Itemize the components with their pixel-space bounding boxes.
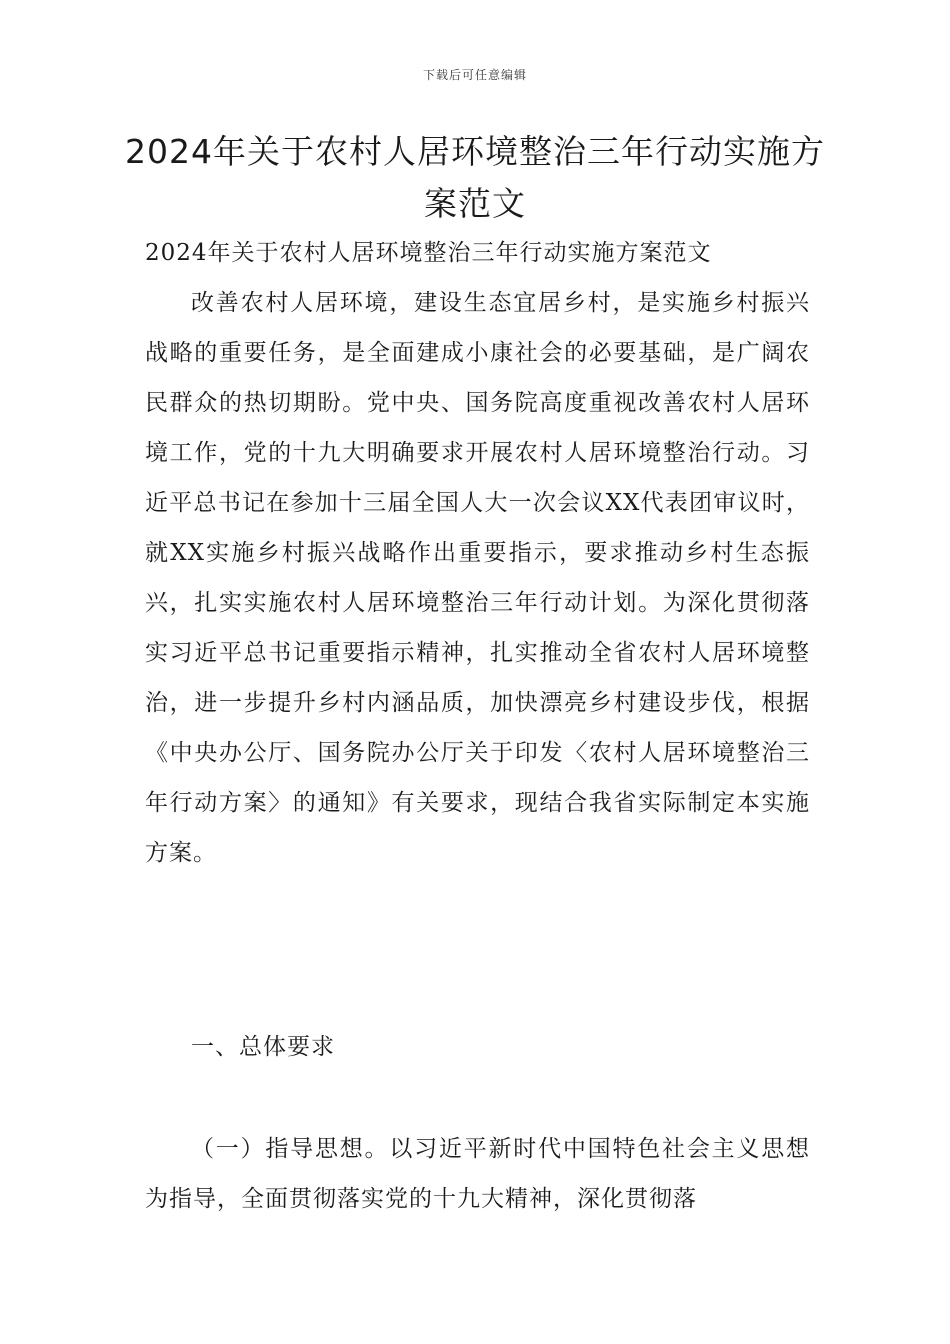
section-heading: 一、总体要求 (191, 1034, 335, 1060)
document-title: 2024年关于农村人居环境整治三年行动实施方案范文 (125, 132, 825, 223)
section-paragraph: （一）指导思想。以习近平新时代中国特色社会主义思想为指导，全面贯彻落实党的十九大精神，深化贯彻落 (145, 1136, 810, 1212)
document-subtitle: 2024年关于农村人居环境整治三年行动实施方案范文 (145, 240, 712, 266)
header-note: 下载后可任意编辑 (422, 68, 527, 82)
intro-paragraph: 改善农村人居环境，建设生态宜居乡村，是实施乡村振兴战略的重要任务，是全面建成小康社会的必要基础，是广阔农民群众的热切期盼。党中央、国务院高度重视改善农村人居环境工作，党的十九大明确要求开展农村人居环境整治行动。习近平总书记在参加十三届全国人大一次会议XX代表团审议时，就XX实施乡村振兴战略作出重要指示，要求推动乡村生态振兴，扎实实施农村人居环境整治三年行动计划。为深化贯彻落实习近平总书记重要指示精神，扎实推动全省农村人居环境整治，进一步提升乡村内涵品质，加快漂亮乡村建设步伐，根据《中央办公厅、国务院办公厅关于印发〈农村人居环境整治三年行动方案〉的通知》有关要求，现结合我省实际制定本实施方案。 (145, 290, 810, 866)
